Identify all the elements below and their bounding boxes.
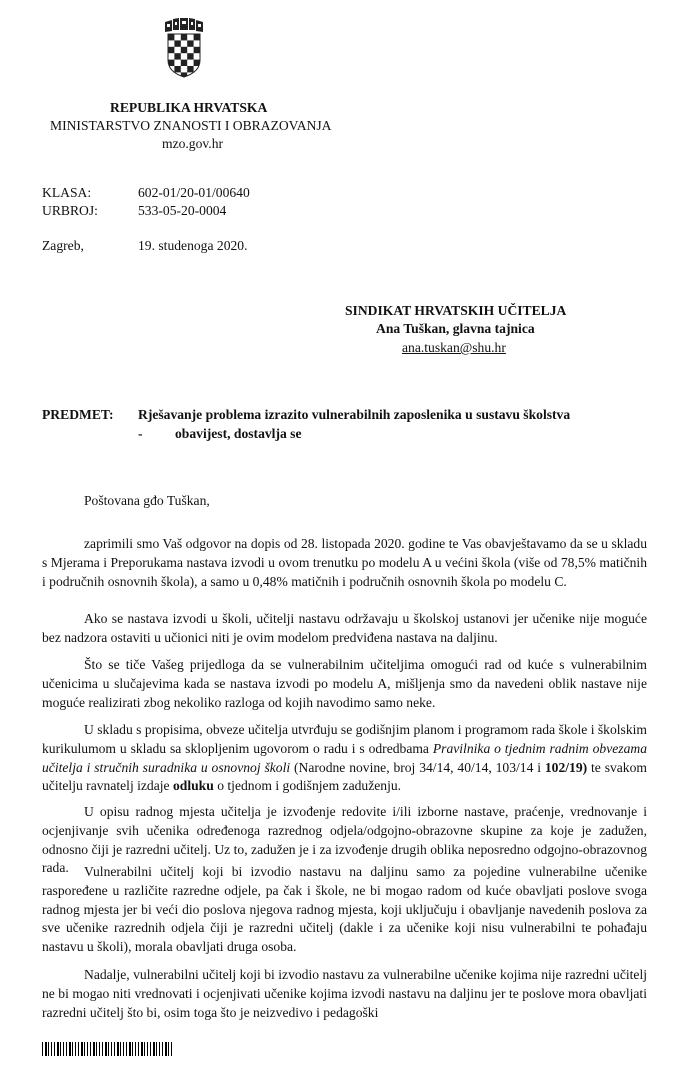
- paragraph-3: Što se tiče Vašeg prijedloga da se vulnerabilnim učiteljima omogući rad od kuće s vulnerabilnim učenicima u slučajevima kada se nastava izvodi po modelu A, mišljenja smo da navedeni oblik nastave nije moguće realizirati zbog nekoliko razloga od kojih navodimo samo neke.: [42, 657, 647, 710]
- decision-word: odluku: [172, 778, 214, 794]
- subject-label: PREDMET:: [42, 407, 114, 422]
- subject-line-2: obavijest, dostavlja se: [175, 426, 302, 441]
- paragraph-1: zaprimili smo Vaš odgovor na dopis od 28. listopada 2020. godine te Vas obavještavamo da se u skladu s Mjerama i Preporukama nastava izvodi u ovom trenutku po modelu A u većini škola (više od 78,5% matičnih i područnih osnovnih škola), a samo u 0,48% matičnih i područnih osnovnih škola po modelu C.: [42, 536, 647, 589]
- subject-dash: -: [138, 426, 143, 441]
- ministry-website: mzo.gov.hr: [162, 136, 224, 151]
- recipient-organization: SINDIKAT HRVATSKIH UČITELJA: [345, 303, 567, 318]
- klasa-label: KLASA:: [42, 185, 92, 200]
- paragraph-6: Vulnerabilni učitelj koji bi izvodio nastavu na daljinu samo za pojedine vulnerabilne učenike raspoređene u različite razredne odjele, pa čak i škole, ne bi mogao radom od kuće obavljati poslove svoga radnog mjesta jer bi veći dio poslova njegova radnog mjesta, koji uključuju i obavljanje navedenih poslova za sve učenike razrednih odjela čiji je razredni učitelj (dakle i za učenike koji nisu vulnerabilni te pohađaju nastavu u školi), morala obavljati druga osoba.: [42, 864, 647, 955]
- paragraph-7: Nadalje, vulnerabilni učitelj koji bi izvodio nastavu za vulnerabilne učenike kojima nije razredni učitelj ne bi mogao niti vrednovati i ocjenjivati učenike kojima izvodi nastavu na daljinu jer te poslove mora obavljati razredni učitelj što bi, osim toga što je neizvedivo i pedagoški: [42, 967, 647, 1020]
- place: Zagreb,: [42, 238, 84, 253]
- salutation: Poštovana gđo Tuškan,: [84, 493, 210, 508]
- coat-of-arms-logo: [162, 18, 206, 78]
- recipient-person: Ana Tuškan, glavna tajnica: [376, 321, 535, 336]
- ministry-name: MINISTARSTVO ZNANOSTI I OBRAZOVANJA: [50, 118, 332, 133]
- date: 19. studenoga 2020.: [138, 238, 248, 253]
- subject-line-1: Rješavanje problema izrazito vulnerabilnih zaposlenika u sustavu školstva: [138, 407, 571, 422]
- recipient-email[interactable]: ana.tuskan@shu.hr: [402, 340, 506, 355]
- paragraph-2: Ako se nastava izvodi u školi, učitelji nastavu održavaju u školskoj ustanovi jer učenike nije moguće bez nadzora ostaviti u učionici niti je ovim modelom predviđena nastava na daljinu.: [42, 611, 647, 645]
- country-name: REPUBLIKA HRVATSKA: [110, 100, 268, 115]
- urbroj-label: URBROJ:: [42, 203, 98, 218]
- urbroj-value: 533-05-20-0004: [138, 203, 227, 218]
- paragraph-4: U skladu s propisima, obveze učitelja utvrđuju se godišnjim planom i programom rada škole i školskim kurikulumom u skladu sa sklopljenim ugovorom o radu i s odredbama Pravilnika o tjednim radnim obvezama učitelja i stručnih suradnika u osnovnoj školi (Narodne novine, broj 34/14, 40/14, 103/14 i 102/19) te svakom učitelju ravnatelj izdaje odluku o tjednom i godišnjem zaduženju.: [42, 722, 647, 794]
- paragraph-5: U opisu radnog mjesta učitelja je izvođenje redovite i/ili izborne nastave, praćenje, vrednovanje i ocjenjivanje svih učenika određenoga razrednog odjela/odgojno-obrazovne skupine za koje je zadužen, odnosno čiji je razredni učitelj. Uz to, zadužen je i za izvođenje drugih oblika neposredno odgojno-obrazovnog rada.: [42, 804, 647, 876]
- klasa-value: 602-01/20-01/00640: [138, 185, 250, 200]
- regulation-title: Pravilnika o tjednim radnim obvezama učitelja i stručnih suradnika u osnovnoj školi: [42, 740, 647, 775]
- barcode: [42, 1042, 172, 1056]
